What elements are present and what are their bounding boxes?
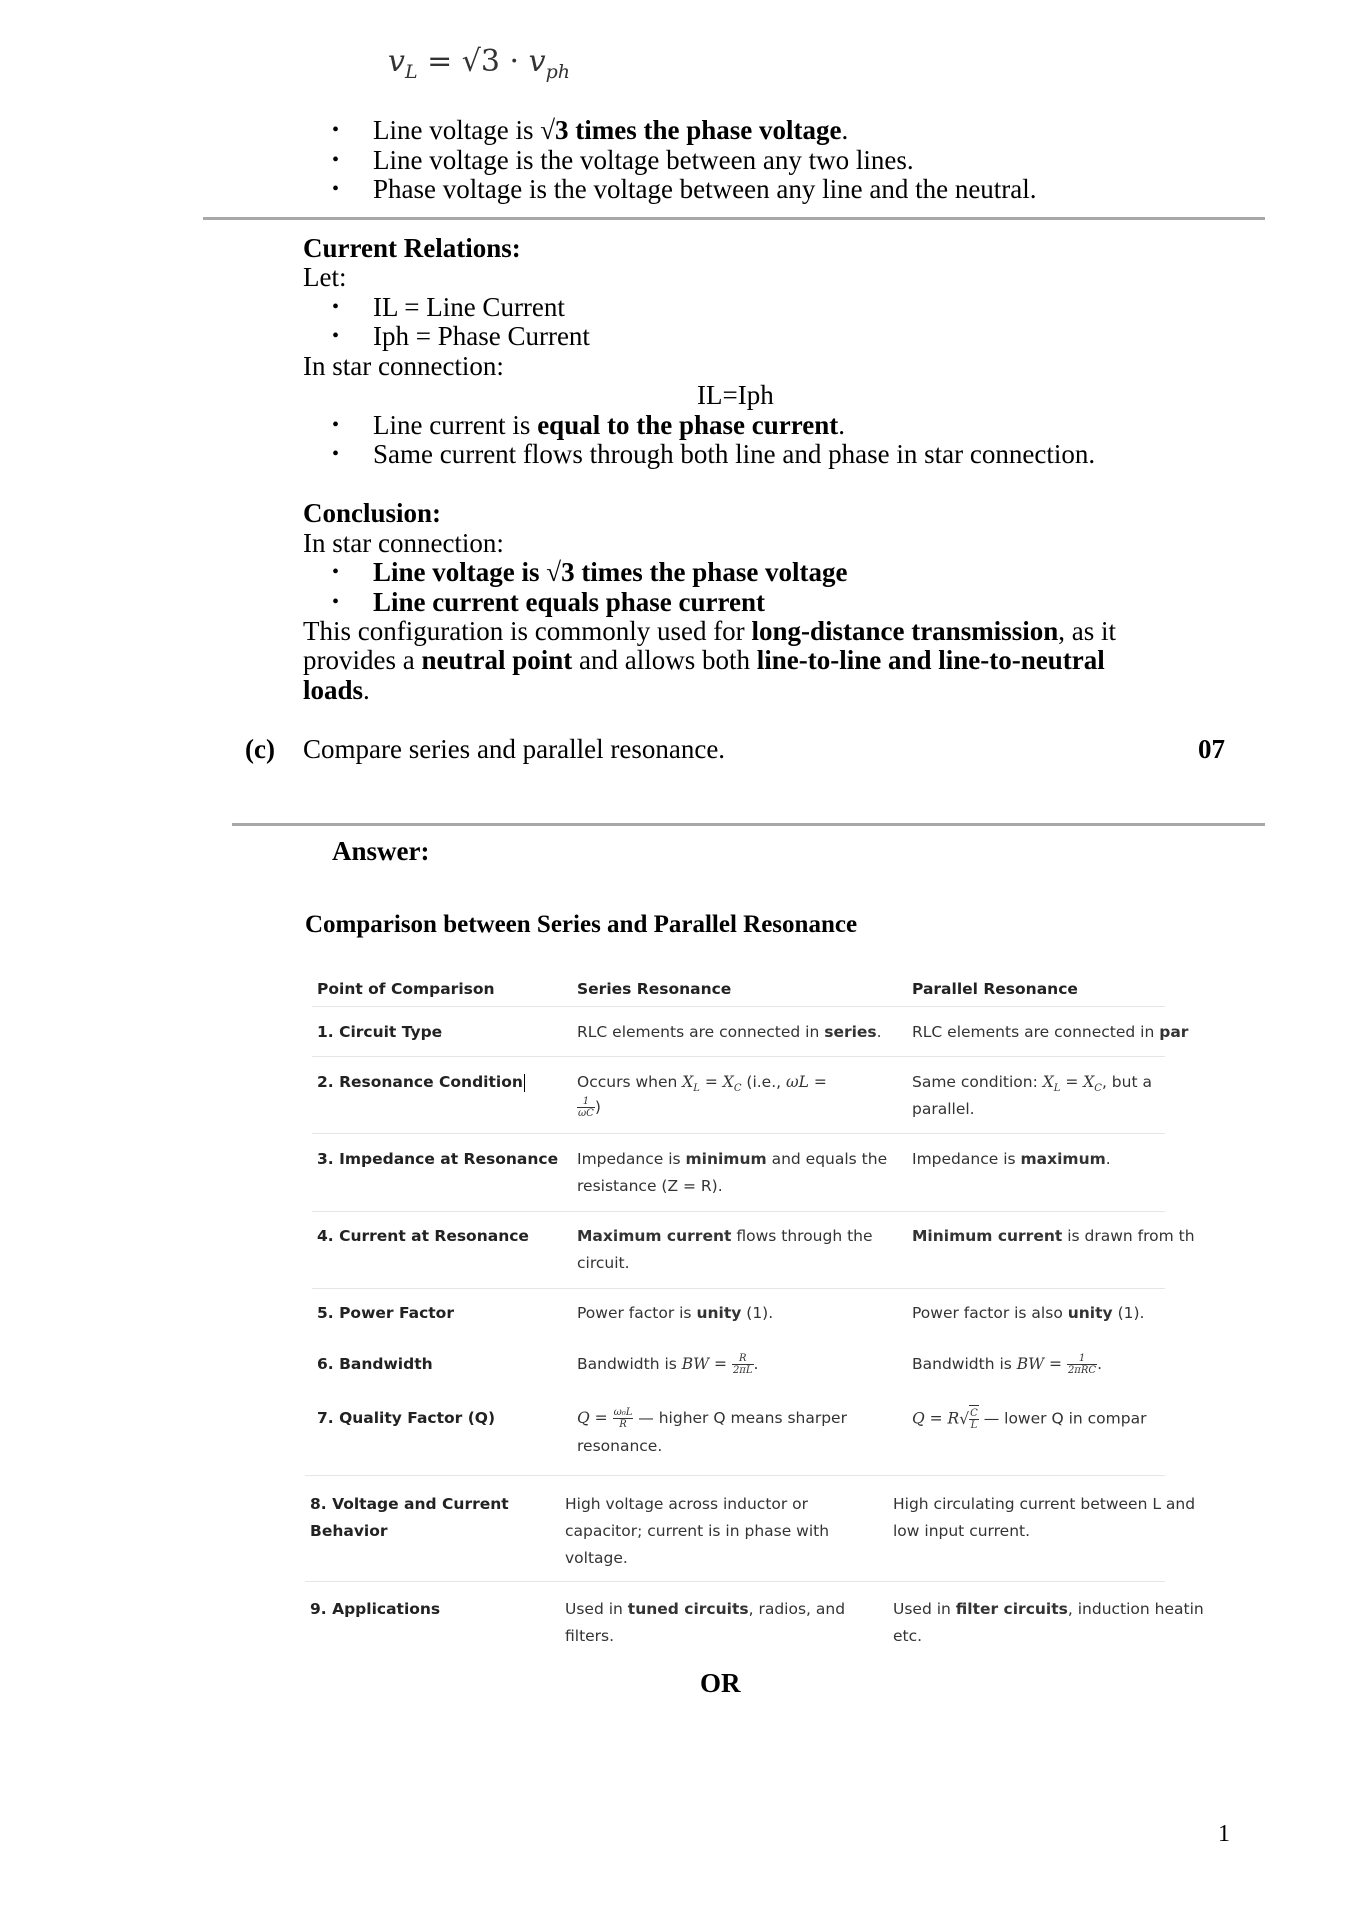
fraction: $\frac{1}{\omega C}$: [578, 1096, 594, 1119]
table-title: Comparison between Series and Parallel Resonance: [305, 911, 858, 938]
header-series: Series Resonance: [577, 980, 732, 998]
formula-v: v: [388, 44, 405, 79]
fraction: $\frac{R}{2\pi L}$: [732, 1353, 753, 1376]
row-9-parallel-line2: etc.: [893, 1627, 923, 1645]
voltage-bullet-1: Line voltage is √3 times the phase voltage.: [373, 115, 849, 145]
row-8-point-line2: Behavior: [310, 1522, 388, 1540]
row-5-point: 5. Power Factor: [317, 1304, 454, 1322]
row-divider: [312, 1211, 1165, 1212]
bullet-dot: •: [332, 149, 340, 171]
row-7-parallel: Q = R√ $\frac{C}{L}$ — lower Q in compar: [912, 1405, 1165, 1433]
or-separator: OR: [700, 1668, 741, 1698]
row-8-series-line3: voltage.: [565, 1549, 628, 1567]
formula-v2: v: [528, 44, 546, 79]
def-phase-current: Iph = Phase Current: [373, 321, 590, 351]
row-6-parallel: Bandwidth is BW = $\frac{1}{\text{2πRC}}$ .: [912, 1353, 1102, 1376]
row-9-point: 9. Applications: [310, 1600, 441, 1618]
row-divider: [312, 1056, 1165, 1057]
row-divider: [312, 1133, 1165, 1134]
current-equation: IL=Iph: [697, 380, 774, 410]
row-4-series: Maximum current flows through the: [577, 1227, 873, 1245]
current-relations-heading: Current Relations:: [303, 233, 521, 263]
fraction: $\frac{\text{ω₀L}}{R}$: [613, 1407, 633, 1430]
row-6-point: 6. Bandwidth: [317, 1355, 433, 1373]
def-line-current: IL = Line Current: [373, 292, 565, 322]
bullet-dot: •: [332, 296, 340, 318]
question-marks: 07: [1198, 734, 1225, 764]
bullet-dot: •: [332, 414, 340, 436]
row-1-parallel: RLC elements are connected in par: [912, 1023, 1189, 1041]
row-4-parallel: Minimum current is drawn from th: [912, 1227, 1195, 1245]
row-3-parallel: Impedance is maximum.: [912, 1150, 1111, 1168]
divider: [232, 823, 1265, 826]
conclusion-bullet-2: Line current equals phase current: [373, 587, 766, 617]
row-2-series-line2: $\frac{1}{\omega C}$ ): [578, 1096, 601, 1119]
header-parallel: Parallel Resonance: [912, 980, 1078, 998]
row-divider: [305, 1475, 1165, 1476]
current-bullet-2: Same current flows through both line and phase in star connection.: [373, 439, 1096, 469]
bullet-dot: •: [332, 178, 340, 200]
row-divider: [312, 1288, 1165, 1289]
formula-sub-l: L: [404, 61, 418, 83]
divider: [203, 217, 1265, 220]
question-text: Compare series and parallel resonance.: [303, 734, 726, 764]
conclusion-para-line-1: This configuration is commonly used for long-distance transmission, as it: [303, 616, 1116, 646]
fraction: $\frac{1}{\text{2πRC}}$: [1067, 1353, 1097, 1376]
row-8-series: High voltage across inductor or: [565, 1495, 809, 1513]
row-2-series: Occurs when $X_L = X_C$ (i.e., ωL =: [577, 1073, 827, 1095]
row-4-point: 4. Current at Resonance: [317, 1227, 529, 1245]
voltage-bullet-2: Line voltage is the voltage between any two lines.: [373, 145, 914, 175]
row-8-point: 8. Voltage and Current: [310, 1495, 509, 1513]
row-9-series-line2: filters.: [565, 1627, 615, 1645]
row-8-series-line2: capacitor; current is in phase with: [565, 1522, 830, 1540]
row-5-series: Power factor is unity (1).: [577, 1304, 774, 1322]
row-3-series: Impedance is minimum and equals the: [577, 1150, 888, 1168]
current-bullet-1: Line current is equal to the phase current.: [373, 410, 845, 440]
row-3-point: 3. Impedance at Resonance: [317, 1150, 559, 1168]
row-3-series-line2: resistance (Z = R).: [577, 1177, 723, 1195]
formula-sub-ph: ph: [545, 61, 570, 83]
header-point: Point of Comparison: [317, 980, 495, 998]
line-voltage-formula: [388, 44, 570, 83]
bullet-dot: •: [332, 119, 340, 141]
row-divider: [305, 1581, 1165, 1582]
row-5-parallel: Power factor is also unity (1).: [912, 1304, 1145, 1322]
sqrt-symbol: √ $\frac{C}{L}$: [959, 1405, 979, 1433]
row-8-parallel: High circulating current between L and: [893, 1495, 1196, 1513]
text-cursor: [524, 1074, 525, 1092]
row-7-point: 7. Quality Factor (Q): [317, 1409, 496, 1427]
conclusion-heading: Conclusion:: [303, 498, 442, 528]
answer-label: Answer:: [332, 836, 430, 866]
voltage-bullet-3: Phase voltage is the voltage between any line and the neutral.: [373, 174, 1037, 204]
formula-operator: = √3 ·: [427, 44, 529, 79]
row-1-point: 1. Circuit Type: [317, 1023, 443, 1041]
in-star-label: In star connection:: [303, 351, 504, 381]
row-7-series: Q = $\frac{\text{ω₀L}}{R}$ — higher Q means sharper: [577, 1407, 847, 1430]
let-label: Let:: [303, 262, 347, 292]
row-4-series-line2: circuit.: [577, 1254, 630, 1272]
conclusion-in-star: In star connection:: [303, 528, 504, 558]
page-number: 1: [1218, 1821, 1230, 1847]
row-9-parallel: Used in filter circuits, induction heatin: [893, 1600, 1204, 1618]
row-6-series: Bandwidth is BW = $\frac{R}{2\pi L}$ .: [577, 1353, 759, 1376]
bullet-dot: •: [332, 325, 340, 347]
question-label: (c): [245, 734, 275, 764]
bullet-dot: •: [332, 591, 340, 613]
conclusion-bullet-1: Line voltage is √3 times the phase voltage: [373, 557, 848, 587]
row-2-parallel: Same condition: $X_L = X_C$, but a: [912, 1073, 1152, 1095]
conclusion-para-line-2: provides a neutral point and allows both line-to-line and line-to-neutral: [303, 645, 1105, 675]
conclusion-para-line-3: loads.: [303, 675, 370, 705]
row-7-series-line2: resonance.: [577, 1437, 663, 1455]
bullet-dot: •: [332, 443, 340, 465]
row-2-point: 2. Resonance Condition: [317, 1073, 523, 1091]
row-divider: [312, 1006, 1165, 1007]
row-8-parallel-line2: low input current.: [893, 1522, 1031, 1540]
bullet-dot: •: [332, 561, 340, 583]
row-1-series: RLC elements are connected in series.: [577, 1023, 882, 1041]
row-9-series: Used in tuned circuits, radios, and: [565, 1600, 846, 1618]
row-2-parallel-line2: parallel.: [912, 1100, 975, 1118]
